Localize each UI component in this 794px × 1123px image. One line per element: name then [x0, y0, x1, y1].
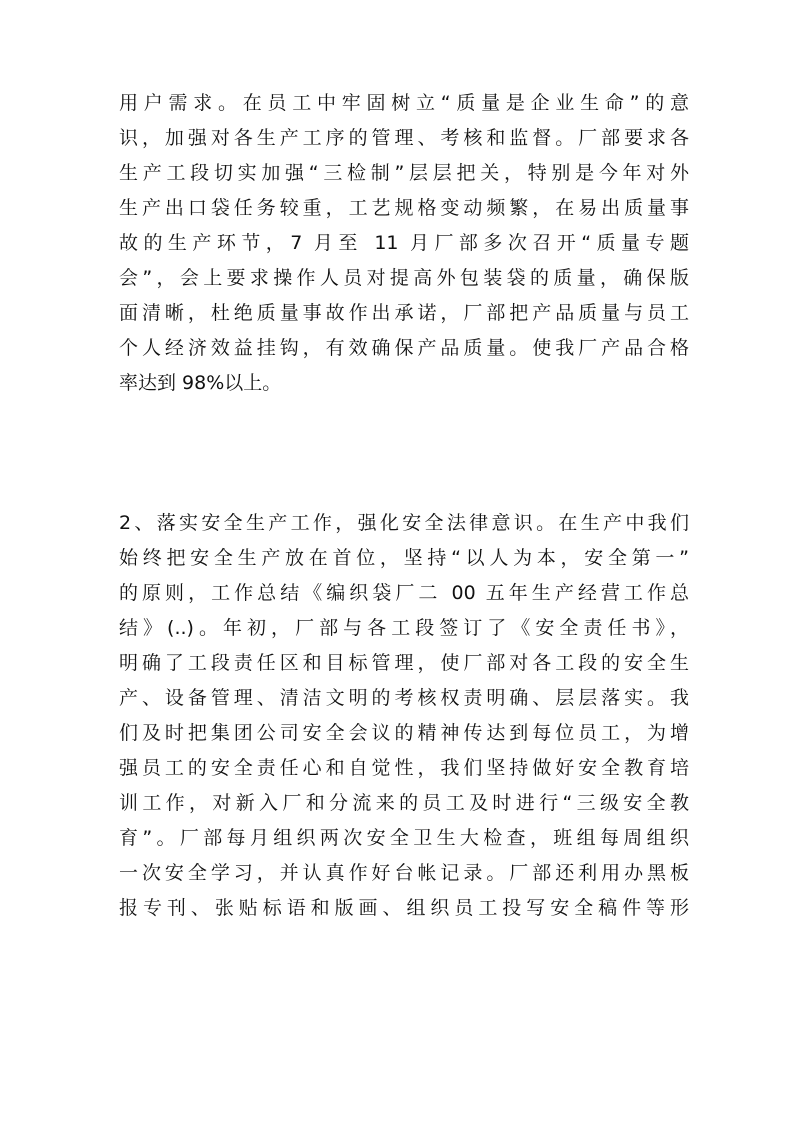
text-line: 一次安全学习，并认真作好台帐记录。厂部还利用办黑板 [119, 862, 689, 884]
text-line: 个人经济效益挂钩，有效确保产品质量。使我厂产品合格 [119, 337, 689, 359]
text-line: 率达到 98%以上。 [119, 372, 282, 394]
text-line: 面清晰，杜绝质量事故作出承诺，厂部把产品质量与员工 [119, 302, 689, 324]
text-line: 故的生产环节，7 月至 11 月厂部多次召开“质量专题 [119, 232, 689, 254]
text-line: 报专刊、张贴标语和版画、组织员工投写安全稿件等形 [119, 897, 689, 919]
text-line: 会”，会上要求操作人员对提高外包装袋的质量，确保版 [119, 267, 689, 289]
text-line: 始终把安全生产放在首位，坚持“以人为本，安全第一” [119, 547, 689, 569]
text-line: 识，加强对各生产工序的管理、考核和监督。厂部要求各 [119, 127, 689, 149]
text-line: 们及时把集团公司安全会议的精神传达到每位员工，为增 [119, 722, 689, 744]
text-line: 用户需求。在员工中牢固树立“质量是企业生命”的意 [119, 92, 689, 114]
text-line: 明确了工段责任区和目标管理，使厂部对各工段的安全生 [119, 652, 689, 674]
text-line: 产、设备管理、清洁文明的考核权责明确、层层落实。我 [119, 687, 689, 709]
paragraph-quality [119, 86, 689, 401]
text-line: 生产工段切实加强“三检制”层层把关，特别是今年对外 [119, 162, 689, 184]
text-line: 2、落实安全生产工作，强化安全法律意识。在生产中我们 [119, 512, 689, 534]
text-line: 结》(..)。年初，厂部与各工段签订了《安全责任书》， [119, 617, 689, 639]
text-line: 训工作，对新入厂和分流来的员工及时进行“三级安全教 [119, 792, 689, 814]
text-line: 强员工的安全责任心和自觉性，我们坚持做好安全教育培 [119, 757, 689, 779]
text-line: 的原则，工作总结《编织袋厂二 00 五年生产经营工作总 [119, 582, 689, 604]
text-line: 生产出口袋任务较重，工艺规格变动频繁，在易出质量事 [119, 197, 689, 219]
paragraph-safety [119, 506, 689, 926]
text-line: 育”。厂部每月组织两次安全卫生大检查，班组每周组织 [119, 827, 689, 849]
